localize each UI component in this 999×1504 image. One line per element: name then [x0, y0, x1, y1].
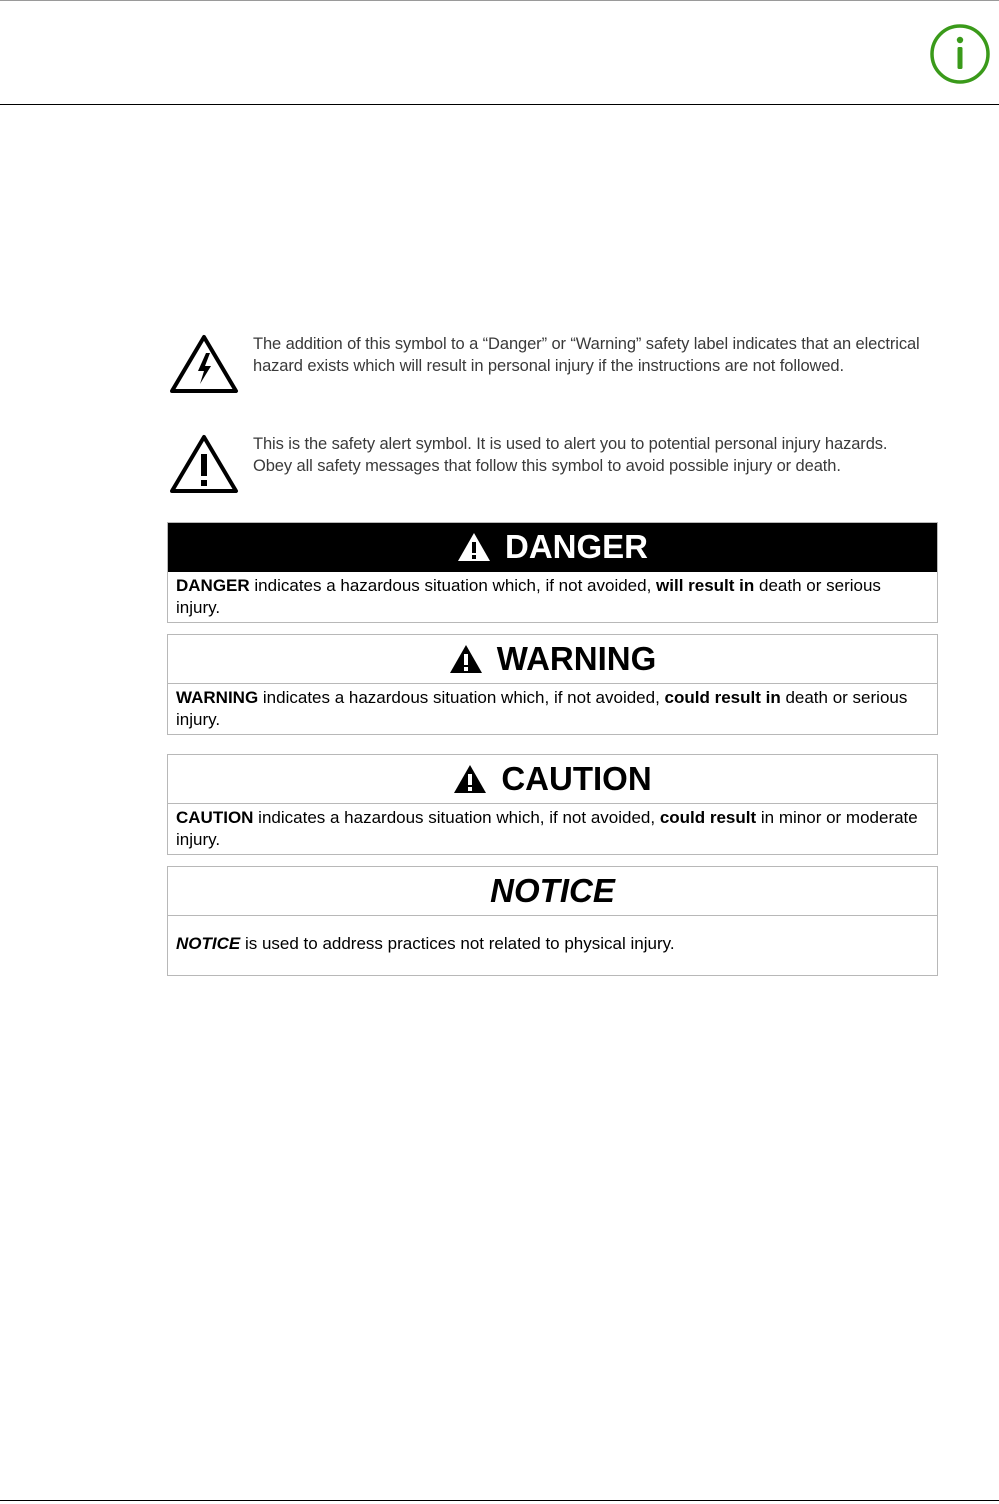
caution-message-box [167, 754, 938, 855]
warning-emphasis: could result in [664, 688, 781, 707]
page-top-edge [0, 0, 999, 1]
danger-emphasis: will result in [656, 576, 755, 595]
safety-alert-description: This is the safety alert symbol. It is used to alert you to potential personal injury hazards. Obey all safety messages that follow this symbol to avoid possible injury or death. [253, 435, 888, 475]
danger-text-part-1: indicates a hazardous situation which, if not avoided, [249, 576, 657, 595]
notice-description [168, 916, 937, 955]
info-icon [929, 23, 991, 85]
notice-header [168, 867, 937, 916]
caution-text-part-1: indicates a hazardous situation which, if not avoided, [253, 808, 660, 827]
warning-message-box [167, 634, 938, 735]
warning-title: WARNING [496, 640, 657, 677]
notice-text: is used to address practices not related to physical injury. [240, 934, 675, 953]
notice-message-box [167, 866, 938, 976]
caution-text-part-2: in minor or moderate injury. [176, 808, 918, 849]
footer-rule [0, 1500, 999, 1501]
warning-text-part-2: death or serious injury. [176, 688, 908, 729]
caution-header [168, 755, 937, 804]
danger-message-box [167, 522, 938, 623]
caution-keyword: CAUTION [176, 808, 254, 827]
danger-header [168, 523, 937, 572]
caution-title: CAUTION [501, 760, 652, 797]
warning-text-part-1: indicates a hazardous situation which, if not avoided, [258, 688, 665, 707]
danger-keyword: DANGER [176, 576, 250, 595]
notice-title: NOTICE [490, 872, 615, 909]
danger-description [168, 572, 937, 619]
danger-text-part-2: death or serious injury. [176, 576, 881, 617]
header-rule [0, 104, 999, 105]
safety-alert-symbol-row [168, 433, 928, 513]
caution-emphasis: could result [659, 808, 757, 827]
danger-warning-triangle-icon [457, 532, 491, 562]
notice-keyword: NOTICE [176, 934, 241, 953]
warning-keyword: WARNING [176, 688, 259, 707]
warning-triangle-icon [449, 644, 483, 674]
warning-header [168, 635, 937, 684]
electrical-hazard-icon [168, 333, 240, 395]
warning-description [168, 684, 937, 731]
safety-alert-icon [168, 433, 240, 495]
caution-triangle-icon [453, 764, 487, 794]
electrical-hazard-description: The addition of this symbol to a “Danger” or “Warning” safety label indicates that an electrical hazard exists which will result in personal injury if the instructions are not followed. [253, 335, 920, 375]
electrical-hazard-symbol-row [168, 333, 928, 413]
danger-title: DANGER [504, 528, 648, 565]
caution-description [168, 804, 937, 851]
